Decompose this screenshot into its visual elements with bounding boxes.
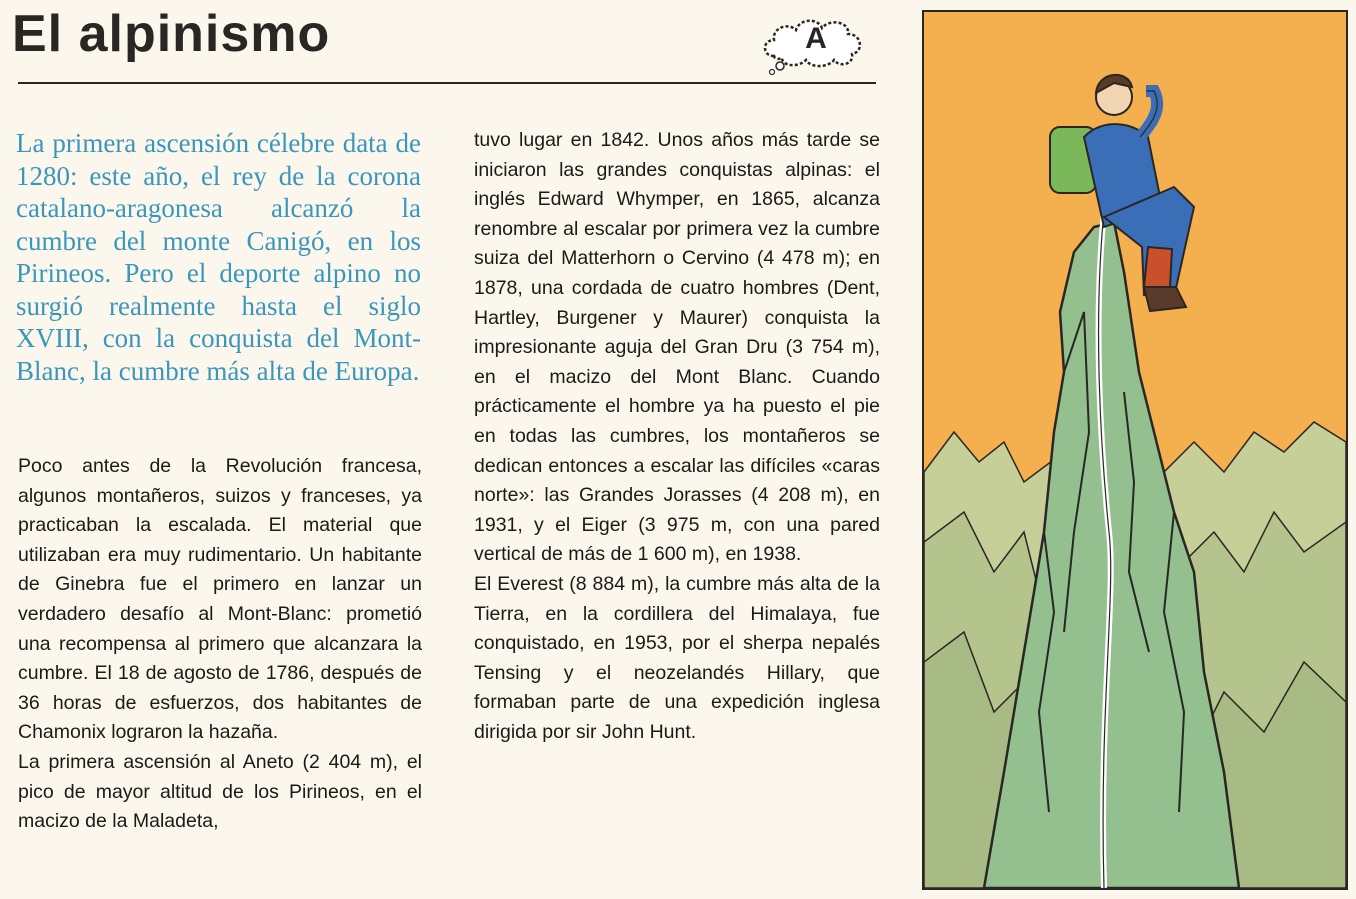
paragraph-aneto-end: tuvo lugar en 1842. Unos años más tarde se iniciaron las grandes conquistas alpinas: el inglés Edward Whymper, en 1865, alcanza renombre al escalar por primera vez la cumbre suiza del Matterhorn o Cervino (4 478 m); en 1878, una cordada de cuatro hombres (Dent, Hartley, Burgener y Maurer) conquista la impresionante aguja del Gran Dru (3 754 m), en el macizo del Mont Blanc. Cuando prácticamente el hombre ya ha puesto el pie en todas las cumbres, los montañeros se dedican entonces a escalar las difíciles «caras norte»: las Grandes Jorasses (4 208 m), en 1931, y el Eiger (3 975 m, con una pared vertical de más de 1 600 m), en 1938. [474,129,880,566]
title-rule [18,82,876,84]
paragraph-everest: El Everest (8 884 m), la cumbre más alta de la Tierra, en la cordillera del Himalaya, fue conquistado, en 1953, por el sherpa nepalés Tensing y el neozelandés Hillary, que formaban parte de una expedición inglesa dirigida por sir John Hunt. [474,572,880,743]
paragraph-aneto-start: La primera ascensión al Aneto (2 404 m), el pico de mayor altitud de los Pirineos, en el macizo de la Maladeta, [18,750,422,833]
socks [1144,247,1172,287]
intro-paragraph [16,127,421,387]
badge-letter: A [805,22,827,55]
climber-illustration [922,10,1348,890]
text-column-left [18,452,422,837]
text-column-right [474,126,880,747]
cloud-badge [760,12,872,76]
page-title: El alpinismo [12,5,331,63]
paragraph-revolution: Poco antes de la Revolución francesa, algunos montañeros, suizos y franceses, ya practicaban la escalada. El material que utilizaban era muy rudimentario. Un habitante de Ginebra fue el primero en lanzar un verdadero desafío al Mont-Blanc: prometió una recompensa al primero que alcanzara la cumbre. El 18 de agosto de 1786, después de 36 horas de esfuerzos, dos habitantes de Chamonix lograron la hazaña. [18,455,422,744]
intro-text: La primera ascensión célebre data de 1280: este año, el rey de la corona catalano-aragonesa alcanzó la cumbre del monte Canigó, en los Pirineos. Pero el deporte alpino no surgió realmente hasta el siglo XVIII, con la conquista del Mont-Blanc, la cumbre más alta de Europa. [16,128,421,386]
